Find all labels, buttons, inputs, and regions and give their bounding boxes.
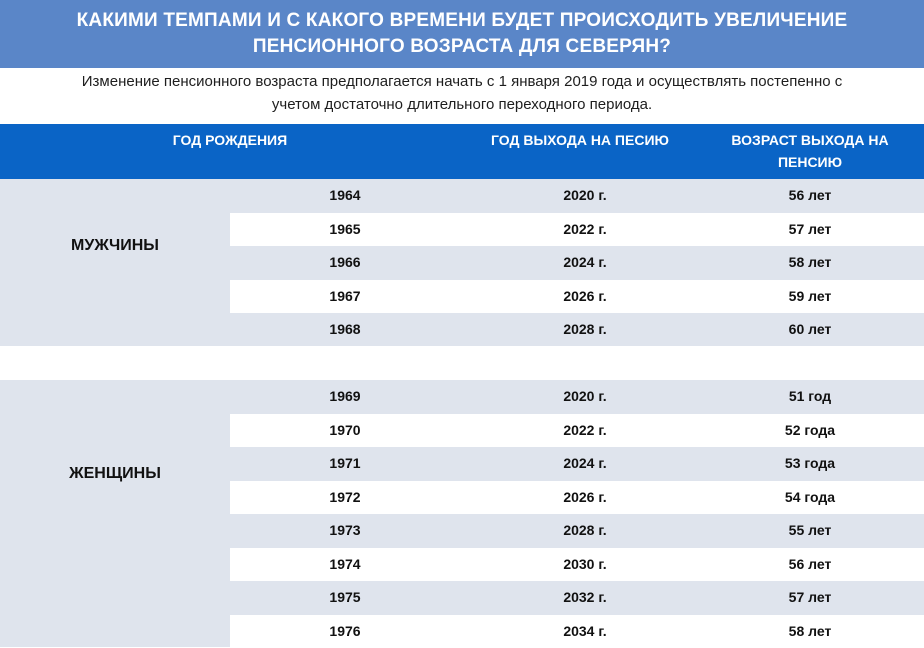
subtitle <box>10 70 914 118</box>
birth-year-cell: 1964 <box>280 179 410 213</box>
subtitle-line-1: Изменение пенсионного возраста предполагается начать с 1 января 2019 года и осуществлять постепенно с <box>10 70 914 93</box>
table-row <box>230 447 924 481</box>
retirement-age-cell: 59 лет <box>745 280 875 314</box>
men-group <box>0 179 924 346</box>
women-rows <box>230 380 924 648</box>
title-line-1: КАКИМИ ТЕМПАМИ И С КАКОГО ВРЕМЕНИ БУДЕТ ПРОИСХОДИТЬ УВЕЛИЧЕНИЕ <box>32 8 892 34</box>
title-line-2: ПЕНСИОННОГО ВОЗРАСТА ДЛЯ СЕВЕРЯН? <box>32 34 892 60</box>
table-row <box>230 481 924 515</box>
title-banner <box>0 0 924 68</box>
retirement-age-cell: 53 года <box>745 447 875 481</box>
birth-year-cell: 1971 <box>280 447 410 481</box>
birth-year-cell: 1973 <box>280 514 410 548</box>
table-row <box>230 581 924 615</box>
retirement-age-cell: 57 лет <box>745 213 875 247</box>
table-row <box>230 246 924 280</box>
group-spacer <box>0 346 924 380</box>
retirement-age-cell: 58 лет <box>745 615 875 648</box>
women-group <box>0 380 924 647</box>
men-rows <box>230 179 924 347</box>
exit-year-cell: 2028 г. <box>520 313 650 347</box>
exit-year-cell: 2026 г. <box>520 280 650 314</box>
header-exit-year: ГОД ВЫХОДА НА ПЕСИЮ <box>440 129 720 151</box>
table-row <box>230 548 924 582</box>
birth-year-cell: 1974 <box>280 548 410 582</box>
header-age-line-1: ВОЗРАСТ ВЫХОДА НА <box>712 129 908 151</box>
birth-year-cell: 1966 <box>280 246 410 280</box>
table-header <box>0 124 924 179</box>
retirement-age-cell: 57 лет <box>745 581 875 615</box>
exit-year-cell: 2022 г. <box>520 213 650 247</box>
exit-year-cell: 2030 г. <box>520 548 650 582</box>
exit-year-cell: 2020 г. <box>520 179 650 213</box>
table-row <box>230 213 924 247</box>
exit-year-cell: 2024 г. <box>520 447 650 481</box>
birth-year-cell: 1967 <box>280 280 410 314</box>
table-row <box>230 179 924 213</box>
exit-year-cell: 2034 г. <box>520 615 650 648</box>
exit-year-cell: 2022 г. <box>520 414 650 448</box>
table-row <box>230 280 924 314</box>
retirement-age-cell: 60 лет <box>745 313 875 347</box>
table-row <box>230 615 924 648</box>
men-label: МУЖЧИНЫ <box>0 237 230 255</box>
retirement-age-cell: 56 лет <box>745 179 875 213</box>
retirement-age-cell: 55 лет <box>745 514 875 548</box>
header-birth-year: ГОД РОЖДЕНИЯ <box>100 129 360 151</box>
birth-year-cell: 1969 <box>280 380 410 414</box>
birth-year-cell: 1975 <box>280 581 410 615</box>
retirement-age-cell: 52 года <box>745 414 875 448</box>
birth-year-cell: 1976 <box>280 615 410 648</box>
birth-year-cell: 1968 <box>280 313 410 347</box>
exit-year-cell: 2032 г. <box>520 581 650 615</box>
exit-year-cell: 2024 г. <box>520 246 650 280</box>
table-row <box>230 414 924 448</box>
page-title <box>32 8 892 60</box>
exit-year-cell: 2026 г. <box>520 481 650 515</box>
header-age-line-2: ПЕНСИЮ <box>712 151 908 173</box>
birth-year-cell: 1970 <box>280 414 410 448</box>
table-row <box>230 380 924 414</box>
table-row <box>230 313 924 347</box>
table-row <box>230 514 924 548</box>
birth-year-cell: 1965 <box>280 213 410 247</box>
birth-year-cell: 1972 <box>280 481 410 515</box>
retirement-age-cell: 56 лет <box>745 548 875 582</box>
women-label: ЖЕНЩИНЫ <box>0 465 230 483</box>
subtitle-line-2: учетом достаточно длительного переходного периода. <box>10 93 914 116</box>
exit-year-cell: 2020 г. <box>520 380 650 414</box>
exit-year-cell: 2028 г. <box>520 514 650 548</box>
retirement-age-cell: 51 год <box>745 380 875 414</box>
retirement-age-cell: 54 года <box>745 481 875 515</box>
retirement-age-cell: 58 лет <box>745 246 875 280</box>
header-retirement-age <box>712 129 908 173</box>
